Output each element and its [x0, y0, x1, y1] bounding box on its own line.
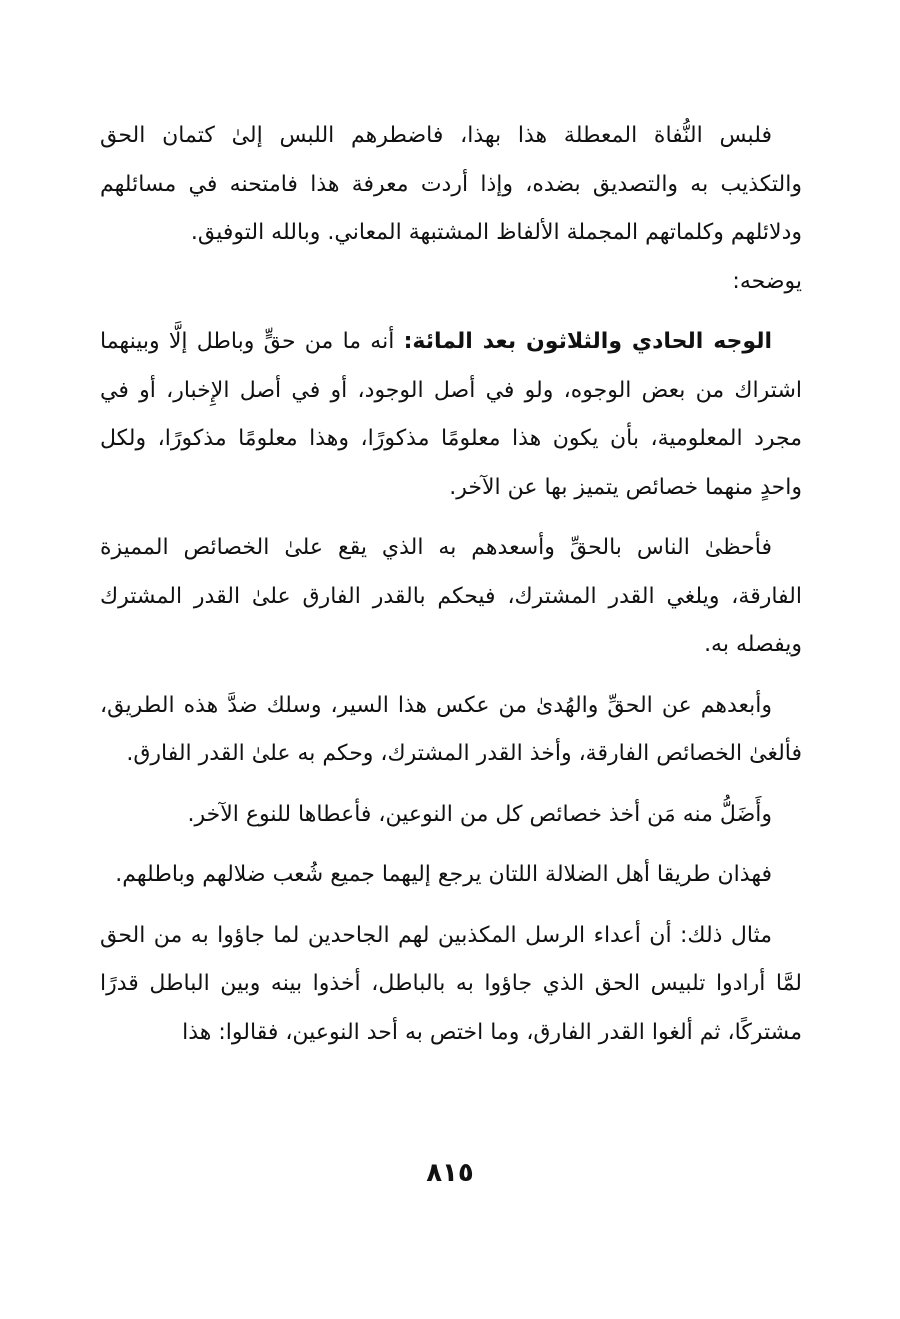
- paragraph-1b-text: يوضحه:: [732, 268, 802, 294]
- paragraph-3: [100, 524, 802, 670]
- paragraph-6: [100, 851, 802, 900]
- paragraph-2: [100, 318, 802, 512]
- paragraph-1-text: فلبس النُّفاة المعطلة هذا بهذا، فاضطرهم اللبس إلىٰ كتمان الحق والتكذيب به والتصديق بضده، وإذا أردت معرفة هذا فامتحنه في مسائلهم ودلائلهم وكلماتهم المجملة الألفاظ المشتبهة المعاني. وبالله التوفيق.: [100, 123, 802, 245]
- paragraph-1-continuation: [100, 258, 802, 307]
- paragraph-5-text: وأَضَلُّ منه مَن أخذ خصائص كل من النوعين، فأعطاها للنوع الآخر.: [187, 801, 772, 827]
- body-text: [100, 112, 802, 1069]
- paragraph-4: [100, 682, 802, 779]
- paragraph-1: [100, 112, 802, 258]
- paragraph-7: [100, 912, 802, 1058]
- paragraph-4-text: وأبعدهم عن الحقِّ والهُدىٰ من عكس هذا السير، وسلك ضدَّ هذه الطريق، فألغىٰ الخصائص الفارقة، وأخذ القدر المشترك، وحكم به علىٰ القدر الفارق.: [100, 692, 802, 766]
- page-number: ٨١٥: [426, 1158, 474, 1188]
- paragraph-7-text: مثال ذلك: أن أعداء الرسل المكذبين لهم الجاحدين لما جاؤوا به من الحق لمَّا أرادوا تلبيس الحق الذي جاؤوا به بالباطل، أخذوا بينه وبين الباطل قدرًا مشتركًا، ثم ألغوا القدر الفارق، وما اختص به أحد النوعين، فقالوا: هذا: [100, 922, 802, 1045]
- paragraph-2-heading: الوجه الحادي والثلاثون بعد المائة:: [403, 329, 772, 354]
- paragraph-6-text: فهذان طريقا أهل الضلالة اللتان يرجع إليهما جميع شُعب ضلالهم وباطلهم.: [115, 862, 772, 887]
- paragraph-5: [100, 791, 802, 840]
- paragraph-2-text: أنه ما من حقٍّ وباطل إلَّا وبينهما اشتراك من بعض الوجوه، ولو في أصل الوجود، أو في أصل الإِخبار، أو في مجرد المعلومية، بأن يكون هذا معلومًا مذكورًا، وهذا معلومًا مذكورًا، ولكل واحدٍ منهما خصائص يتميز بها عن الآخر.: [100, 329, 802, 500]
- paragraph-3-text: فأحظىٰ الناس بالحقِّ وأسعدهم به الذي يقع علىٰ الخصائص المميزة الفارقة، ويلغي القدر المشترك، فيحكم بالقدر الفارق علىٰ القدر المشترك ويفصله به.: [100, 535, 802, 657]
